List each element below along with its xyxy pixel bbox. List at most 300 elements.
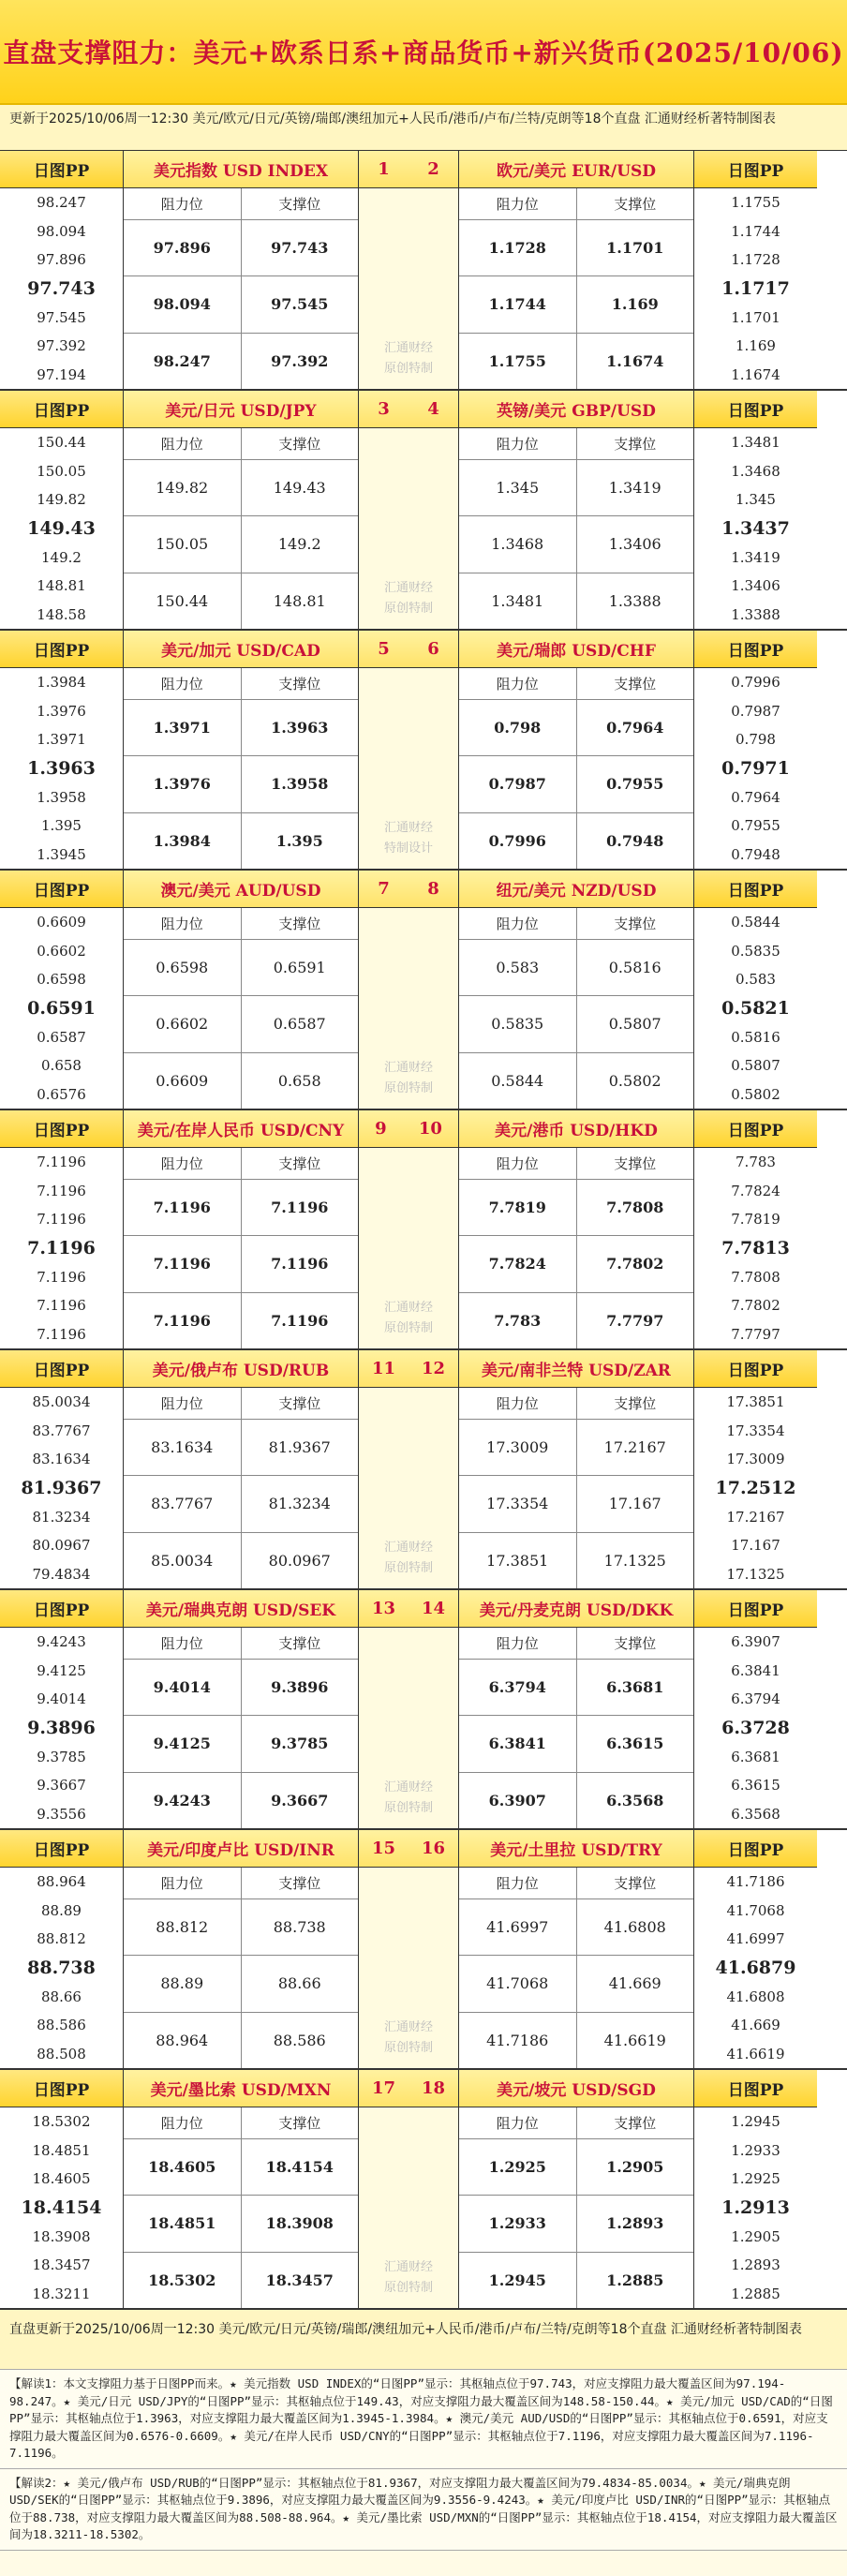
support-value: 88.66 (241, 1956, 359, 2011)
right-pair-table (459, 1350, 693, 1588)
level-row (124, 334, 358, 389)
column-header-row (124, 2107, 358, 2139)
support-value: 18.4154 (241, 2139, 359, 2195)
pair-index-numbers (359, 151, 458, 188)
resistance-value: 17.3851 (486, 1551, 549, 1570)
level-row (459, 1476, 693, 1532)
resistance-value: 7.783 (494, 1311, 542, 1330)
column-header-row (459, 188, 693, 220)
pp-level-value: 6.3568 (731, 1805, 780, 1823)
level-row (124, 1899, 358, 1956)
resistance-header: 阻力位 (496, 436, 539, 453)
level-row (124, 1053, 358, 1109)
watermark-line: 原创特制 (383, 602, 433, 616)
index-column (358, 871, 459, 1109)
resistance-value: 6.3794 (488, 1678, 546, 1697)
level-row (459, 2196, 693, 2252)
left-pair-name: 美元/俄卢布 USD/RUB (124, 1350, 358, 1388)
support-value: 1.3958 (241, 756, 359, 812)
pp-level-value: 80.0967 (32, 1537, 91, 1555)
right-pair-name: 纽元/美元 NZD/USD (459, 871, 693, 908)
left-pair-table (124, 1590, 358, 1828)
right-pair-table (459, 1110, 693, 1348)
resistance-value: 149.82 (156, 479, 209, 498)
pair-index-numbers (359, 1590, 458, 1628)
watermark-line: 特制设计 (383, 841, 433, 856)
pp-header: 日图PP (694, 1110, 817, 1148)
level-row (459, 1420, 693, 1476)
pp-level-value: 1.1728 (731, 251, 780, 269)
resistance-value: 1.1755 (488, 351, 546, 370)
resistance-header: 阻力位 (496, 1875, 539, 1892)
daily-pp-column-right (693, 871, 817, 1109)
pair-index-numbers (359, 391, 458, 428)
pp-header: 日图PP (694, 1830, 817, 1868)
daily-pp-column-right (693, 2070, 817, 2308)
support-value: 0.7964 (576, 700, 694, 755)
support-header: 支撑位 (576, 188, 694, 219)
pp-level-value: 41.669 (731, 2017, 780, 2034)
watermark-line: 原创特制 (383, 362, 433, 376)
resistance-value: 88.964 (156, 2031, 209, 2049)
pp-level-value: 88.812 (37, 1930, 86, 1948)
left-pair-name: 美元指数 USD INDEX (124, 151, 358, 188)
support-value: 41.6619 (576, 2013, 694, 2068)
support-value: 1.3388 (576, 573, 694, 629)
resistance-header: 阻力位 (496, 1635, 539, 1652)
support-value: 1.1674 (576, 334, 694, 389)
resistance-value: 0.6609 (156, 1071, 209, 1090)
index-column (358, 2070, 459, 2308)
resistance-value: 1.2933 (488, 2214, 546, 2233)
pair-block (0, 871, 847, 1110)
daily-pp-column-left (0, 1590, 124, 1828)
pp-level-value: 41.7068 (726, 1901, 785, 1919)
index-left: 9 (375, 1119, 387, 1139)
pp-level-value: 0.7987 (731, 702, 780, 720)
pp-level-value: 18.3457 (32, 2256, 91, 2274)
resistance-value: 88.89 (160, 1974, 204, 1993)
level-row (459, 1293, 693, 1348)
column-header-row (459, 1148, 693, 1180)
pp-level-value: 9.4014 (37, 1690, 86, 1708)
pp-header: 日图PP (694, 1590, 817, 1628)
resistance-value: 1.3976 (153, 775, 211, 794)
watermark-line: 汇通财经 (383, 821, 433, 835)
right-pair-name: 美元/瑞郎 USD/CHF (459, 631, 693, 668)
pair-index-numbers (359, 1110, 458, 1148)
level-row (459, 1716, 693, 1772)
daily-pp-column-left (0, 1110, 124, 1348)
support-value: 7.7802 (576, 1236, 694, 1291)
pp-level-value: 98.247 (37, 194, 86, 212)
support-header: 支撑位 (241, 1148, 359, 1179)
resistance-value: 18.5302 (148, 2271, 216, 2289)
support-value: 0.658 (241, 1053, 359, 1109)
update-subtitle: 更新于2025/10/06周一12:30 美元/欧元/日元/英镑/瑞郎/澳纽加元+人民币/港币/卢布/兰特/克朗等18个直盘 汇通财经析著特制图表 (0, 105, 847, 150)
left-pair-table (124, 1830, 358, 2068)
support-value: 1.2893 (576, 2196, 694, 2251)
level-row (459, 1899, 693, 1956)
resistance-value: 17.3354 (486, 1495, 549, 1513)
pp-level-value: 88.66 (41, 1988, 82, 2005)
watermark-line: 汇通财经 (383, 1541, 433, 1555)
pivot-point-value: 7.1196 (27, 1237, 96, 1258)
level-row (124, 1716, 358, 1772)
watermark-area (359, 908, 458, 1109)
left-pair-table (124, 1350, 358, 1588)
support-value: 6.3681 (576, 1660, 694, 1715)
watermark-text (359, 2018, 458, 2059)
resistance-value: 1.2925 (488, 2158, 546, 2177)
support-value: 1.2885 (576, 2253, 694, 2308)
watermark-line: 汇通财经 (383, 1780, 433, 1794)
pp-level-value: 9.3785 (37, 1748, 86, 1765)
resistance-value: 1.2945 (488, 2271, 546, 2289)
level-row (124, 1956, 358, 2012)
index-column (358, 1350, 459, 1588)
index-column (358, 391, 459, 629)
pp-level-value: 150.05 (37, 462, 86, 480)
pp-level-value: 1.2905 (731, 2227, 780, 2245)
daily-pp-column-right (693, 391, 817, 629)
column-header-row (459, 668, 693, 700)
column-header-row (124, 1868, 358, 1899)
pp-level-value: 0.7964 (731, 788, 780, 806)
resistance-value: 1.3468 (491, 535, 544, 554)
watermark-text (359, 1058, 458, 1099)
resistance-value: 0.6602 (156, 1015, 209, 1034)
resistance-value: 150.44 (156, 591, 209, 610)
daily-pp-column-right (693, 1830, 817, 2068)
resistance-value: 17.3009 (486, 1438, 549, 1457)
pp-level-value: 0.6609 (37, 914, 86, 931)
pp-level-value: 0.6587 (37, 1028, 86, 1046)
left-pair-table (124, 1110, 358, 1348)
pp-level-value: 0.798 (736, 731, 776, 749)
level-row (124, 573, 358, 629)
level-row (459, 573, 693, 629)
level-row (459, 1660, 693, 1716)
resistance-header: 阻力位 (160, 1635, 203, 1652)
pivot-point-value: 0.6591 (27, 997, 96, 1019)
pivot-point-value: 88.738 (27, 1957, 96, 1978)
resistance-header: 阻力位 (160, 196, 203, 213)
resistance-value: 1.1728 (488, 239, 546, 258)
pp-level-value: 88.89 (41, 1901, 82, 1919)
support-value: 88.586 (241, 2013, 359, 2068)
level-row (459, 1956, 693, 2012)
pp-level-value: 97.392 (37, 337, 86, 355)
support-value: 1.3406 (576, 516, 694, 572)
pp-level-value: 41.6808 (726, 1988, 785, 2005)
index-column (358, 151, 459, 389)
level-row (459, 2253, 693, 2308)
pp-level-value: 1.3984 (37, 674, 86, 692)
pp-header: 日图PP (0, 871, 123, 908)
level-row (459, 276, 693, 333)
resistance-value: 1.1744 (488, 295, 546, 314)
support-value: 17.167 (576, 1476, 694, 1531)
pivot-point-value: 7.7813 (721, 1237, 790, 1258)
level-row (459, 2013, 693, 2068)
pp-level-value: 0.7996 (731, 674, 780, 692)
left-pair-name: 美元/瑞典克朗 USD/SEK (124, 1590, 358, 1628)
pair-block (0, 1830, 847, 2070)
index-right: 2 (427, 159, 439, 179)
pair-index-numbers (359, 631, 458, 668)
resistance-header: 阻力位 (496, 196, 539, 213)
watermark-text (359, 1778, 458, 1819)
support-value: 1.1701 (576, 220, 694, 275)
support-value: 81.3234 (241, 1476, 359, 1531)
resistance-value: 0.5835 (491, 1015, 544, 1034)
support-value: 0.7948 (576, 813, 694, 869)
pp-level-value: 0.6602 (37, 942, 86, 960)
resistance-value: 7.1196 (153, 1199, 211, 1217)
pp-level-value: 0.5835 (731, 942, 780, 960)
pp-header: 日图PP (694, 151, 817, 188)
pp-level-value: 88.964 (37, 1873, 86, 1891)
right-pair-table (459, 151, 693, 389)
watermark-text (359, 578, 458, 619)
watermark-line: 原创特制 (383, 1561, 433, 1575)
resistance-value: 7.7824 (488, 1255, 546, 1273)
support-value: 17.1325 (576, 1533, 694, 1588)
pp-header: 日图PP (694, 1350, 817, 1388)
level-row (459, 996, 693, 1052)
pp-level-value: 1.1755 (731, 194, 780, 212)
pp-level-value: 7.7802 (731, 1297, 780, 1315)
pp-level-value: 0.5844 (731, 914, 780, 931)
pivot-point-value: 81.9367 (21, 1477, 102, 1498)
resistance-header: 阻力位 (160, 1155, 203, 1172)
support-value: 80.0967 (241, 1533, 359, 1588)
interpretation-note-2: 【解读2：★ 美元/俄卢布 USD/RUB的“日图PP”显示：其枢轴点位于81.9367，对应支撑阻力最大覆盖区间为79.4834-85.0034。★ 美元/瑞典克朗 USD/SEK的“日图PP”显示：其枢轴点位于9.3896，对应支撑阻力最大覆盖区间为9.3556-9.4243。★ 美元/印度卢比 USD/INR的“日图PP”显示：其枢轴点位于88.738，对应支撑阻力最大覆盖区间为88.508-88.964。★ 美元/墨比索 USD/MXN的“日图PP”显示：其枢轴点位于18.4154，对应支撑阻力最大覆盖区间为18.3211-18.5302。 (0, 2469, 847, 2551)
index-right: 6 (427, 639, 439, 659)
column-header-row (459, 1628, 693, 1660)
support-value: 149.43 (241, 460, 359, 515)
support-value: 1.3419 (576, 460, 694, 515)
pp-level-value: 9.3556 (37, 1805, 86, 1823)
support-header: 支撑位 (576, 1388, 694, 1419)
pair-block (0, 1350, 847, 1590)
watermark-area (359, 1868, 458, 2068)
left-pair-name: 美元/墨比索 USD/MXN (124, 2070, 358, 2107)
left-pair-name: 美元/日元 USD/JPY (124, 391, 358, 428)
right-pair-name: 美元/土里拉 USD/TRY (459, 1830, 693, 1868)
support-header: 支撑位 (241, 1868, 359, 1898)
pp-header: 日图PP (694, 631, 817, 668)
level-row (459, 1236, 693, 1292)
resistance-header: 阻力位 (496, 676, 539, 692)
watermark-line: 原创特制 (383, 1801, 433, 1815)
level-row (124, 996, 358, 1052)
pp-level-value: 1.2885 (731, 2285, 780, 2302)
level-row (124, 2139, 358, 2196)
support-value: 0.6587 (241, 996, 359, 1051)
watermark-line: 原创特制 (383, 1081, 433, 1095)
pp-header: 日图PP (0, 1590, 123, 1628)
pp-level-value: 1.3971 (37, 731, 86, 749)
watermark-area (359, 1148, 458, 1348)
pp-level-value: 1.169 (736, 337, 776, 355)
pp-level-value: 0.7955 (731, 817, 780, 835)
pp-level-value: 83.7767 (32, 1422, 91, 1439)
resistance-header: 阻力位 (160, 1395, 203, 1412)
left-pair-table (124, 631, 358, 869)
support-header: 支撑位 (241, 908, 359, 939)
resistance-value: 83.1634 (151, 1438, 214, 1457)
pp-level-value: 7.1196 (37, 1182, 86, 1199)
pp-level-value: 1.1744 (731, 222, 780, 240)
watermark-line: 汇通财经 (383, 2020, 433, 2034)
watermark-line: 原创特制 (383, 1321, 433, 1335)
pp-level-value: 150.44 (37, 434, 86, 452)
resistance-header: 阻力位 (496, 916, 539, 932)
pp-level-value: 17.167 (731, 1537, 780, 1555)
left-pair-name: 美元/加元 USD/CAD (124, 631, 358, 668)
pp-level-value: 0.5802 (731, 1085, 780, 1103)
index-right: 16 (421, 1839, 446, 1858)
resistance-value: 9.4014 (153, 1678, 211, 1697)
support-value: 81.9367 (241, 1420, 359, 1475)
resistance-header: 阻力位 (496, 1155, 539, 1172)
column-header-row (459, 428, 693, 460)
watermark-text (359, 1538, 458, 1579)
level-row (459, 516, 693, 573)
watermark-area (359, 188, 458, 389)
daily-pp-column-left (0, 871, 124, 1109)
resistance-value: 98.094 (153, 295, 211, 314)
pp-level-value: 1.1674 (731, 365, 780, 383)
pp-level-value: 1.2945 (731, 2113, 780, 2131)
pp-level-value: 18.4851 (32, 2141, 91, 2159)
pp-level-value: 148.58 (37, 605, 86, 623)
daily-pp-column-right (693, 1350, 817, 1588)
support-value: 1.3963 (241, 700, 359, 755)
left-pair-name: 澳元/美元 AUD/USD (124, 871, 358, 908)
support-value: 9.3785 (241, 1716, 359, 1771)
right-pair-table (459, 1590, 693, 1828)
support-value: 7.1196 (241, 1236, 359, 1291)
title-banner (0, 0, 847, 105)
pp-level-value: 0.6598 (37, 971, 86, 989)
pp-level-value: 1.2933 (731, 2141, 780, 2159)
pp-level-value: 7.7797 (731, 1325, 780, 1343)
pair-block (0, 1110, 847, 1350)
pp-level-value: 97.194 (37, 365, 86, 383)
pp-level-value: 97.545 (37, 308, 86, 326)
pair-block (0, 1590, 847, 1830)
support-value: 6.3568 (576, 1773, 694, 1828)
level-row (459, 700, 693, 756)
level-row (459, 756, 693, 812)
page-title: 直盘支撑阻力：美元+欧系日系+商品货币+新兴货币(2025/10/06) (3, 37, 844, 68)
right-pair-name: 英镑/美元 GBP/USD (459, 391, 693, 428)
resistance-value: 18.4605 (148, 2158, 216, 2177)
pp-level-value: 1.3388 (731, 605, 780, 623)
watermark-text (359, 1298, 458, 1339)
left-pair-table (124, 2070, 358, 2308)
pp-level-value: 0.5816 (731, 1028, 780, 1046)
pp-level-value: 6.3681 (731, 1748, 780, 1765)
support-value: 6.3615 (576, 1716, 694, 1771)
support-value: 9.3896 (241, 1660, 359, 1715)
pp-level-value: 0.658 (41, 1057, 82, 1075)
footer-update-line: 直盘更新于2025/10/06周一12:30 美元/欧元/日元/英镑/瑞郎/澳纽加元+人民币/港币/卢布/兰特/克朗等18个直盘 汇通财经析著特制图表 (0, 2310, 847, 2370)
pivot-point-value: 41.6879 (715, 1957, 796, 1978)
left-pair-table (124, 391, 358, 629)
resistance-value: 7.1196 (153, 1255, 211, 1273)
watermark-line: 汇通财经 (383, 581, 433, 595)
watermark-text (359, 338, 458, 380)
support-header: 支撑位 (576, 1868, 694, 1898)
support-value: 9.3667 (241, 1773, 359, 1828)
resistance-header: 阻力位 (160, 436, 203, 453)
pp-level-value: 17.3354 (726, 1422, 785, 1439)
level-row (124, 220, 358, 276)
right-pair-table (459, 631, 693, 869)
pp-level-value: 17.1325 (726, 1565, 785, 1583)
pp-level-value: 41.7186 (726, 1873, 785, 1891)
pp-level-value: 97.896 (37, 251, 86, 269)
support-value: 7.1196 (241, 1180, 359, 1235)
resistance-value: 1.3481 (491, 591, 544, 610)
pair-index-numbers (359, 871, 458, 908)
right-pair-name: 欧元/美元 EUR/USD (459, 151, 693, 188)
support-header: 支撑位 (576, 2107, 694, 2138)
support-value: 97.392 (241, 334, 359, 389)
resistance-value: 0.583 (496, 959, 540, 977)
resistance-value: 0.7987 (488, 775, 546, 794)
pp-level-value: 1.2925 (731, 2170, 780, 2188)
level-row (459, 1053, 693, 1109)
index-column (358, 1110, 459, 1348)
support-value: 0.5816 (576, 940, 694, 995)
index-left: 3 (378, 399, 390, 419)
pp-header: 日图PP (694, 391, 817, 428)
watermark-area (359, 2107, 458, 2308)
pp-level-value: 1.3976 (37, 702, 86, 720)
pp-header: 日图PP (0, 391, 123, 428)
index-left: 17 (371, 2078, 396, 2098)
pp-level-value: 7.7819 (731, 1211, 780, 1228)
support-value: 41.6808 (576, 1899, 694, 1955)
level-row (124, 2196, 358, 2252)
pp-level-value: 17.2167 (726, 1508, 785, 1526)
support-value: 88.738 (241, 1899, 359, 1955)
pp-level-value: 7.1196 (37, 1268, 86, 1286)
support-value: 0.7955 (576, 756, 694, 812)
support-value: 1.169 (576, 276, 694, 332)
pair-block (0, 391, 847, 631)
pp-level-value: 1.3481 (731, 434, 780, 452)
support-value: 41.669 (576, 1956, 694, 2011)
level-row (124, 700, 358, 756)
pp-header: 日图PP (694, 871, 817, 908)
column-header-row (459, 1388, 693, 1420)
column-header-row (124, 428, 358, 460)
resistance-header: 阻力位 (496, 1395, 539, 1412)
level-row (459, 1533, 693, 1588)
level-row (459, 220, 693, 276)
support-header: 支撑位 (241, 428, 359, 459)
watermark-line: 汇通财经 (383, 1061, 433, 1075)
column-header-row (459, 1868, 693, 1899)
daily-pp-column-left (0, 391, 124, 629)
right-pair-name: 美元/丹麦克朗 USD/DKK (459, 1590, 693, 1628)
